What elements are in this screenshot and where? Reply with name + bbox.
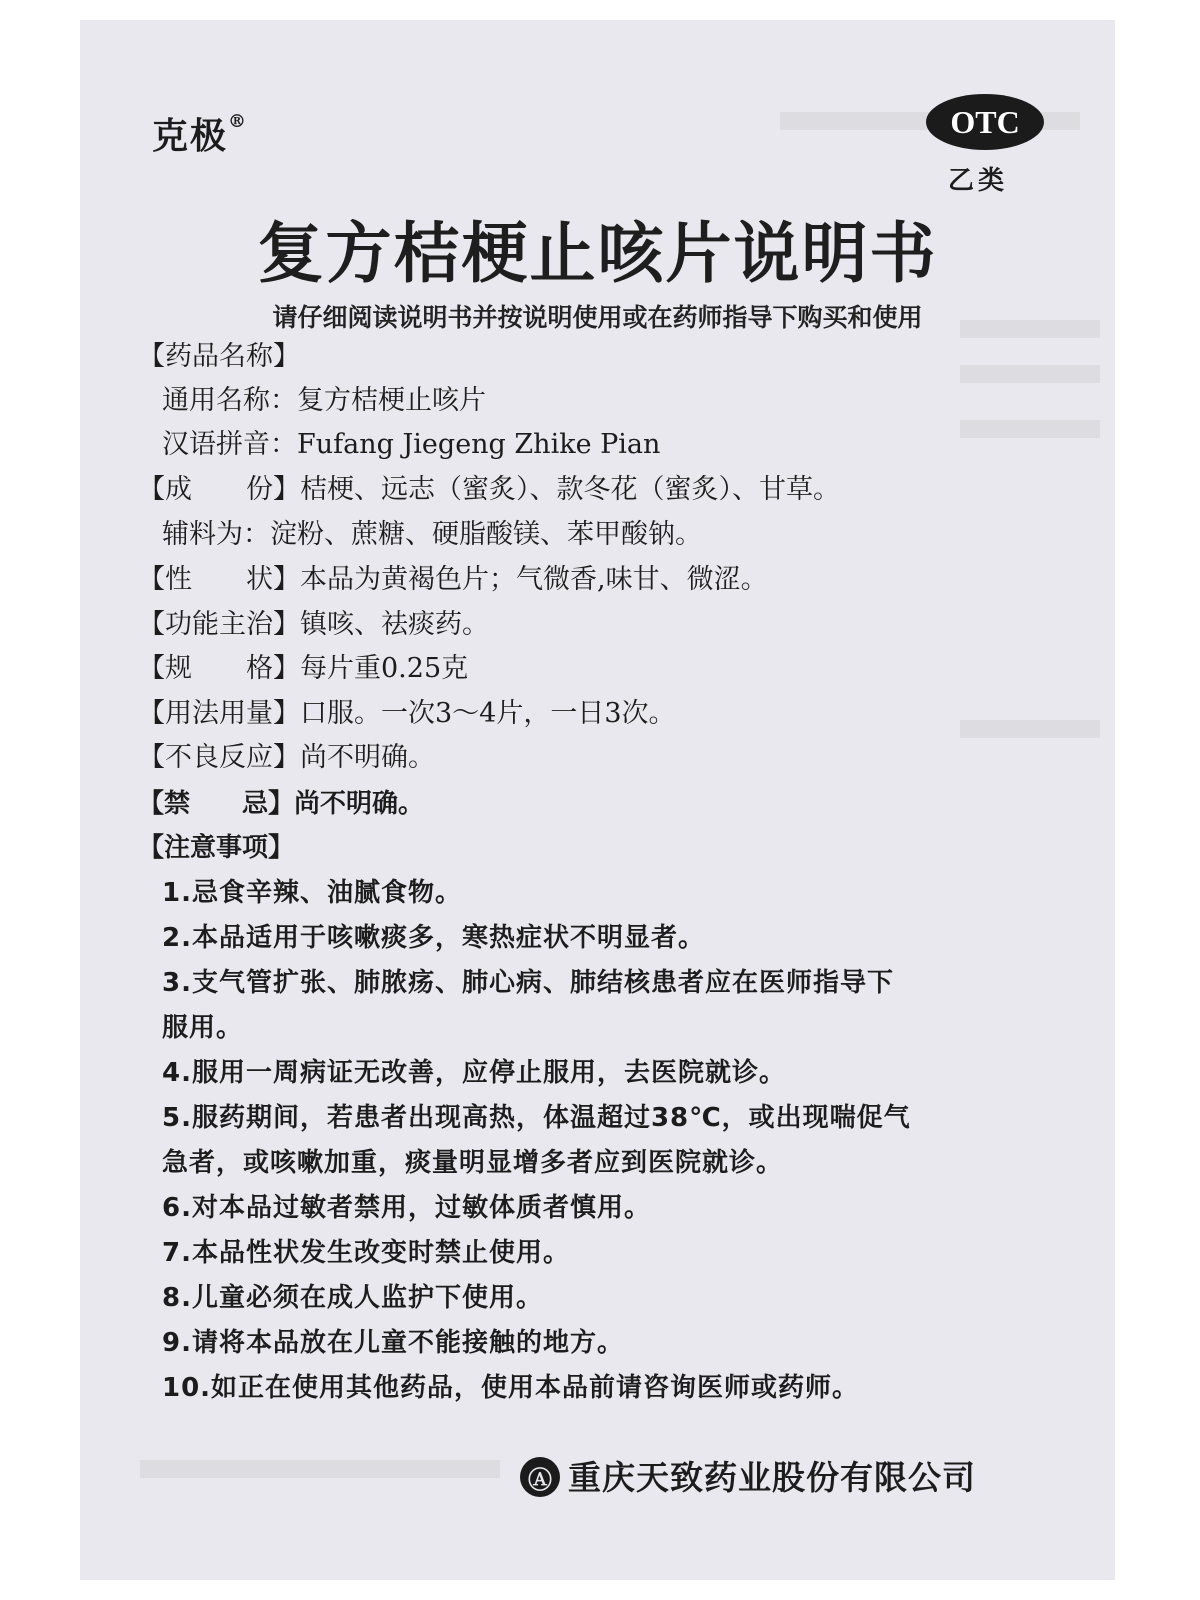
section-contraindications: 【禁 忌】尚不明确。 [138, 789, 425, 819]
section-indications: 【功能主治】镇咳、祛痰药。 [138, 609, 489, 640]
section-specification: 【规 格】每片重0.25克 [138, 653, 469, 684]
leaflet-sheet [80, 20, 1115, 1580]
excipients: 辅料为：淀粉、蔗糖、硬脂酸镁、苯甲酸钠。 [162, 519, 702, 550]
otc-badge: OTC [926, 94, 1044, 150]
document-subtitle: 请仔细阅读说明书并按说明使用或在药师指导下购买和使用 [272, 303, 923, 332]
precaution-item: 8.儿童必须在成人监护下使用。 [162, 1283, 543, 1313]
common-name: 通用名称：复方桔梗止咳片 [162, 385, 486, 416]
bleed-mark [960, 720, 1100, 738]
precaution-item-continued: 急者，或咳嗽加重，痰量明显增多者应到医院就诊。 [162, 1148, 784, 1178]
bleed-mark [960, 365, 1100, 383]
bleed-mark [140, 1460, 500, 1478]
company-logo-icon: Ⓐ [520, 1457, 560, 1497]
precaution-item: 4.服用一周病证无改善，应停止服用，去医院就诊。 [162, 1058, 786, 1088]
company-name: 重庆天致药业股份有限公司 [568, 1458, 976, 1497]
precaution-item: 10.如正在使用其他药品，使用本品前请咨询医师或药师。 [162, 1373, 860, 1403]
section-dosage: 【用法用量】口服。一次3～4片，一日3次。 [138, 698, 676, 729]
section-precautions-label: 【注意事项】 [138, 833, 295, 863]
section-drug-name-label: 【药品名称】 [138, 341, 300, 372]
precaution-item: 7.本品性状发生改变时禁止使用。 [162, 1238, 570, 1268]
document-title: 复方桔梗止咳片说明书 [257, 215, 938, 292]
precaution-item-continued: 服用。 [162, 1013, 244, 1043]
otc-class-label: 乙类 [948, 166, 1009, 196]
precaution-item: 1.忌食辛辣、油腻食物。 [162, 878, 462, 908]
pinyin-name: 汉语拼音：Fufang Jiegeng Zhike Pian [162, 429, 661, 460]
precaution-item: 6.对本品过敏者禁用，过敏体质者慎用。 [162, 1193, 651, 1223]
precaution-item: 3.支气管扩张、肺脓疡、肺心病、肺结核患者应在医师指导下 [162, 968, 894, 998]
precaution-item: 2.本品适用于咳嗽痰多，寒热症状不明显者。 [162, 923, 705, 953]
brand-logo: 克极® [152, 111, 249, 157]
bleed-mark [960, 420, 1100, 438]
section-adverse-reactions: 【不良反应】尚不明确。 [138, 742, 435, 773]
precaution-item: 5.服药期间，若患者出现高热，体温超过38℃，或出现喘促气 [162, 1103, 911, 1133]
precaution-item: 9.请将本品放在儿童不能接触的地方。 [162, 1328, 624, 1358]
section-description: 【性 状】本品为黄褐色片；气微香,味甘、微涩。 [138, 564, 768, 595]
section-ingredients: 【成 份】桔梗、远志（蜜炙）、款冬花（蜜炙）、甘草。 [138, 474, 840, 505]
